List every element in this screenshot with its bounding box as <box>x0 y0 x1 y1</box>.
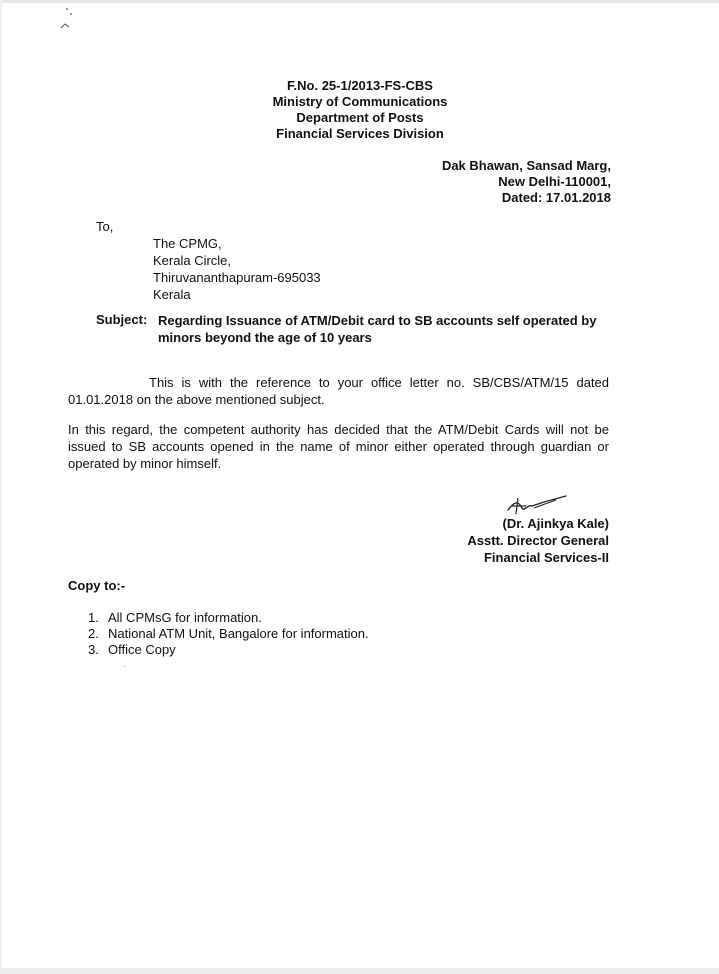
body-paragraph-1-text: This is with the reference to your office letter no. SB/CBS/ATM/15 dated 01.01.2018 on the above mentioned subject. <box>68 375 609 407</box>
letter-date: Dated: 17.01.2018 <box>501 190 611 205</box>
scan-mark-icon <box>60 22 70 30</box>
signatory-designation: Asstt. Director General <box>467 533 609 548</box>
to-label: To, <box>96 219 114 234</box>
scan-edge-bottom <box>0 968 719 974</box>
body-paragraph-2: In this regard, the competent authority has decided that the ATM/Debit Cards will not be issued to SB accounts opened in the name of minor either operated through guardian or operated by minor himself. <box>68 422 609 471</box>
recipient-line-1: The CPMG, <box>153 236 222 251</box>
address-line-1: Dak Bhawan, Sansad Marg, <box>441 158 611 173</box>
copy-to-heading: Copy to:- <box>68 578 126 593</box>
list-item <box>88 610 369 626</box>
signatory-division: Financial Services-II <box>483 550 609 565</box>
body-paragraph-1 <box>68 374 609 408</box>
list-item <box>88 642 369 658</box>
ministry-name: Ministry of Communications <box>272 94 448 109</box>
scan-speck <box>66 8 68 10</box>
recipient-line-2: Kerala Circle, <box>153 253 232 268</box>
subject-label: Subject: <box>96 312 148 327</box>
scan-edge-left <box>0 0 2 974</box>
letter-header <box>160 78 560 142</box>
list-item-number: 1. <box>88 610 99 625</box>
list-item-text: All CPMsG for information. <box>108 610 262 625</box>
list-item-number: 3. <box>88 642 99 657</box>
sender-address <box>442 158 611 206</box>
recipient-address <box>153 235 321 303</box>
address-line-2: New Delhi-110001, <box>498 174 611 189</box>
recipient-line-3: Thiruvananthapuram-695033 <box>153 270 321 285</box>
subject-text: Regarding Issuance of ATM/Debit card to SB accounts self operated by minors beyond the age of 10 years <box>158 313 597 345</box>
signatory-block <box>467 515 609 566</box>
list-item-number: 2. <box>88 626 99 641</box>
list-item <box>88 626 369 642</box>
list-item-text: Office Copy <box>108 642 176 657</box>
signatory-name: (Dr. Ajinkya Kale) <box>502 516 609 531</box>
copy-to-list <box>88 610 369 658</box>
scan-speck <box>70 13 72 15</box>
recipient-line-4: Kerala <box>153 287 191 302</box>
scan-speck <box>124 666 125 667</box>
scan-edge-top <box>0 0 719 3</box>
division-name: Financial Services Division <box>276 126 444 141</box>
department-name: Department of Posts <box>296 110 424 125</box>
list-item-text: National ATM Unit, Bangalore for information. <box>108 626 369 641</box>
file-number: F.No. 25-1/2013-FS-CBS <box>287 78 433 93</box>
